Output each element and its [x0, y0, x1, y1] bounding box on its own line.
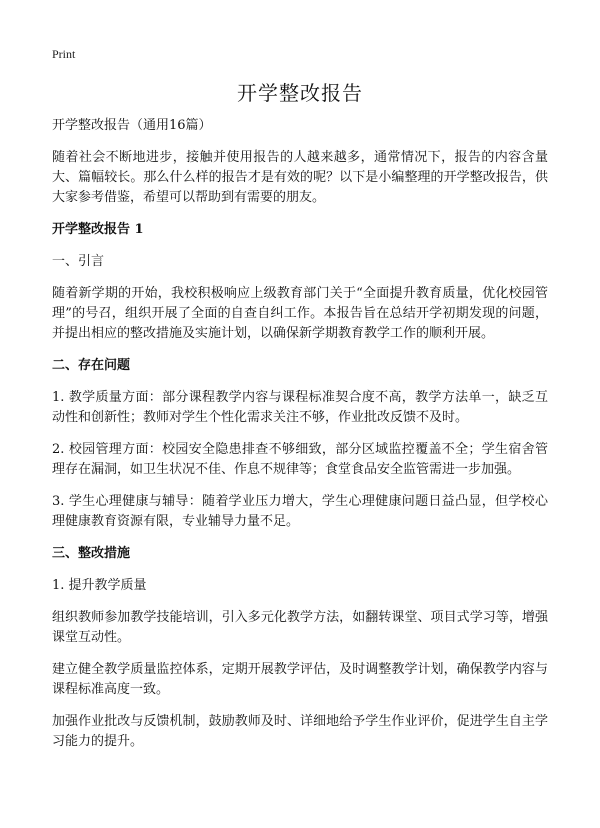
section-heading-measures: 三、整改措施: [52, 546, 131, 561]
measure-1-paragraph-1: 组织教师参加教学技能培训，引入多元化教学方法，如翻转课堂、项目式学习等，增强课堂互动性。: [52, 610, 548, 645]
document-subtitle: 开学整改报告（通用16篇）: [52, 118, 212, 133]
measure-1-paragraph-2: 建立健全教学质量监控体系，定期开展教学评估，及时调整教学计划，确保教学内容与课程标准高度一致。: [52, 662, 548, 697]
print-link[interactable]: Print: [52, 47, 76, 61]
measure-1-paragraph-3: 加强作业批改与反馈机制，鼓励教师及时、详细地给予学生作业评价，促进学生自主学习能力的提升。: [52, 714, 548, 749]
problem-item-2: 2. 校园管理方面：校园安全隐患排查不够细致，部分区域监控覆盖不全；学生宿舍管理存在漏洞，如卫生状况不佳、作息不规律等；食堂食品安全监管需进一步加强。: [52, 442, 548, 477]
report-heading: 开学整改报告 1: [52, 222, 144, 237]
page-title: 开学整改报告: [237, 81, 363, 105]
intro-section-paragraph: 随着新学期的开始，我校积极响应上级教育部门关于“全面提升教育质量，优化校园管理”的号召，组织开展了全面的自查自纠工作。本报告旨在总结开学初期发现的问题，并提出相应的整改措施及实施计划，以确保新学期教育教学工作的顺利开展。: [52, 286, 548, 341]
section-heading-intro: 一、引言: [52, 254, 105, 269]
section-heading-problems: 二、存在问题: [52, 358, 131, 373]
intro-paragraph: 随着社会不断地进步，接触并使用报告的人越来越多，通常情况下，报告的内容含量大、篇幅较长。那么什么样的报告才是有效的呢？以下是小编整理的开学整改报告，供大家参考借鉴，希望可以帮助到有需要的朋友。: [52, 150, 548, 205]
problem-item-3: 3. 学生心理健康与辅导：随着学业压力增大，学生心理健康问题日益凸显，但学校心理健康教育资源有限，专业辅导力量不足。: [52, 494, 548, 529]
measure-1-title: 1. 提升教学质量: [52, 578, 147, 593]
problem-item-1: 1. 教学质量方面：部分课程教学内容与课程标准契合度不高，教学方法单一，缺乏互动性和创新性；教师对学生个性化需求关注不够，作业批改反馈不及时。: [52, 390, 548, 425]
